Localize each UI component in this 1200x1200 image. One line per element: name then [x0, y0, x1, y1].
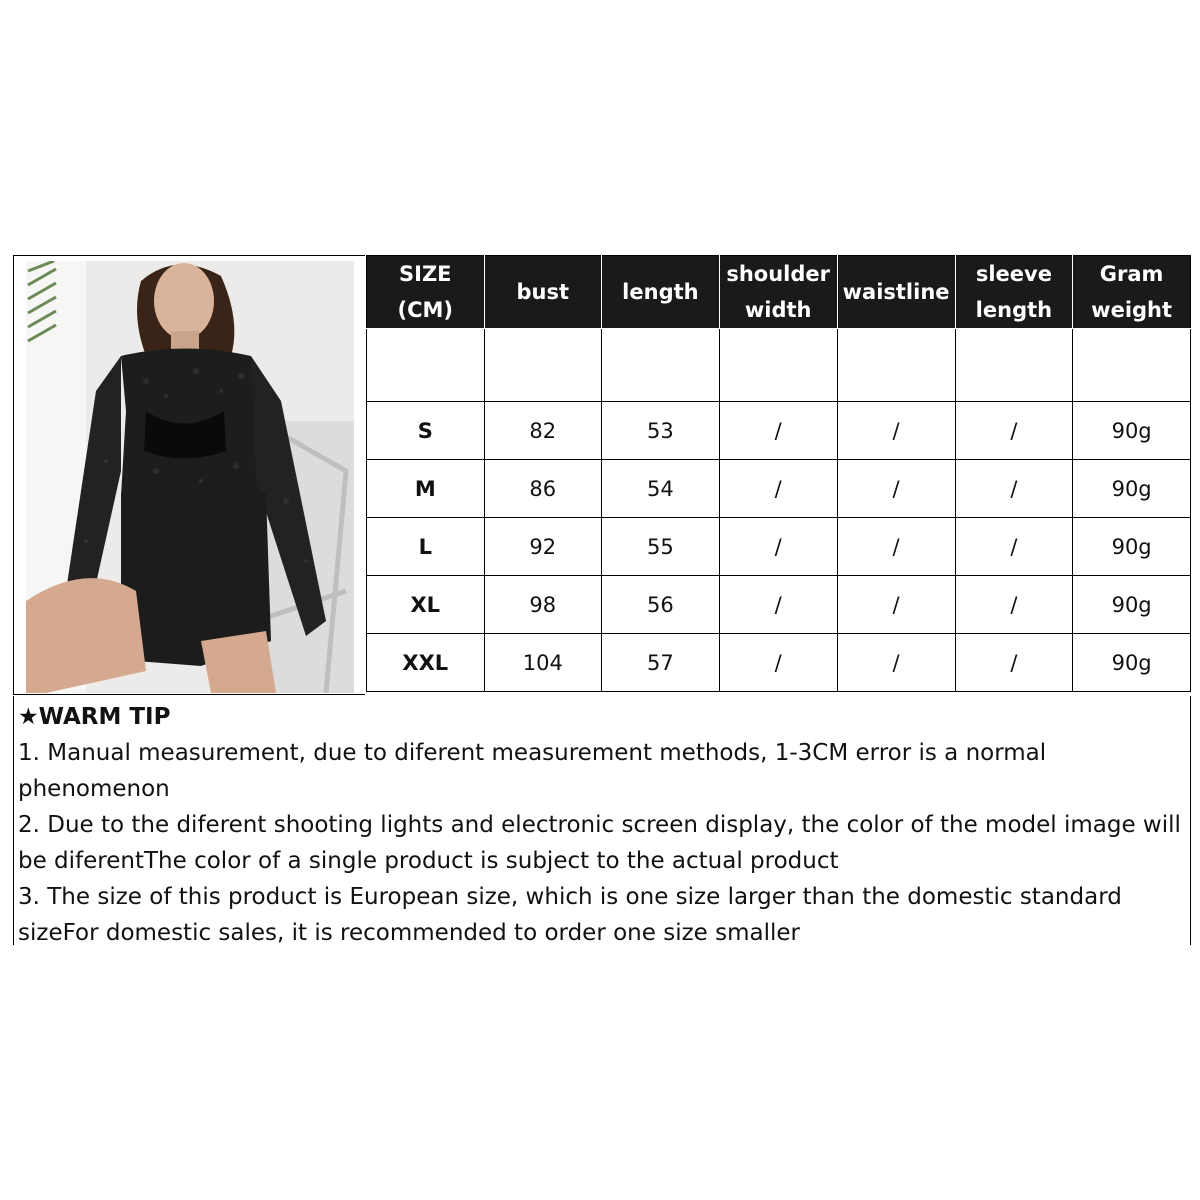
header-row: [367, 256, 1191, 329]
sleeve-cell: /: [955, 634, 1073, 692]
warm-tip-item-2: 2. Due to the diferent shooting lights and electronic screen display, the color of the model image will be diferentThe color of a single product is subject to the actual product: [18, 812, 1181, 874]
warm-tip-item-3: 3. The size of this product is European size, which is one size larger than the domestic standard sizeFor domestic sales, it is recommended to order one size smaller: [18, 884, 1122, 946]
header-size: [367, 256, 485, 329]
weight-cell: 90g: [1073, 402, 1191, 460]
table-cell: [367, 329, 485, 402]
header-length-label: length: [622, 280, 699, 304]
bust-cell: 86: [484, 460, 602, 518]
table-row: [367, 576, 1191, 634]
size-cell: XL: [367, 576, 485, 634]
header-gram-line1: Gram: [1099, 262, 1164, 286]
size-table: [366, 255, 1191, 692]
warm-tip-title: ★WARM TIP: [18, 704, 171, 730]
length-cell: 57: [602, 634, 720, 692]
size-cell: L: [367, 518, 485, 576]
table-cell: [955, 329, 1073, 402]
bust-cell: 92: [484, 518, 602, 576]
header-waistline-label: waistline: [842, 280, 950, 304]
weight-cell: 90g: [1073, 518, 1191, 576]
sleeve-cell: /: [955, 518, 1073, 576]
header-waistline: [837, 256, 955, 329]
shoulder-cell: /: [719, 460, 837, 518]
length-cell: 55: [602, 518, 720, 576]
waistline-cell: /: [837, 460, 955, 518]
photo-cell: [13, 255, 365, 695]
sleeve-cell: /: [955, 460, 1073, 518]
header-shoulder-line2: width: [744, 298, 812, 322]
table-row: [367, 460, 1191, 518]
warm-tip-item-1: 1. Manual measurement, due to diferent measurement methods, 1-3CM error is a normal phenomenon: [18, 740, 1047, 802]
waistline-cell: /: [837, 634, 955, 692]
weight-cell: 90g: [1073, 460, 1191, 518]
header-sleeve-length: [955, 256, 1073, 329]
table-cell: [484, 329, 602, 402]
table-row: [367, 518, 1191, 576]
bust-cell: 98: [484, 576, 602, 634]
header-bust-label: bust: [516, 280, 570, 304]
shoulder-cell: /: [719, 576, 837, 634]
header-gram-line2: weight: [1091, 298, 1173, 322]
header-shoulder-line1: shoulder: [726, 262, 831, 286]
blank-row: [367, 329, 1191, 402]
header-sleeve-line1: sleeve: [975, 262, 1052, 286]
weight-cell: 90g: [1073, 634, 1191, 692]
bust-cell: 82: [484, 402, 602, 460]
bust-cell: 104: [484, 634, 602, 692]
header-size-line2: (CM): [397, 298, 454, 322]
length-cell: 54: [602, 460, 720, 518]
shoulder-cell: /: [719, 402, 837, 460]
waistline-cell: /: [837, 576, 955, 634]
table-cell: [719, 329, 837, 402]
model-photo-icon: [26, 261, 354, 693]
size-cell: S: [367, 402, 485, 460]
warm-tip: [13, 696, 1191, 945]
table-cell: [837, 329, 955, 402]
header-size-line1: SIZE: [399, 262, 452, 286]
waistline-cell: /: [837, 518, 955, 576]
size-cell: M: [367, 460, 485, 518]
header-length: [602, 256, 720, 329]
size-chart: [13, 255, 1191, 945]
model-photo: [26, 261, 354, 693]
waistline-cell: /: [837, 402, 955, 460]
table-row: [367, 634, 1191, 692]
shoulder-cell: /: [719, 518, 837, 576]
header-gram-weight: [1073, 256, 1191, 329]
length-cell: 53: [602, 402, 720, 460]
sleeve-cell: /: [955, 402, 1073, 460]
header-sleeve-line2: length: [975, 298, 1053, 322]
shoulder-cell: /: [719, 634, 837, 692]
length-cell: 56: [602, 576, 720, 634]
header-shoulder-width: [719, 256, 837, 329]
weight-cell: 90g: [1073, 576, 1191, 634]
table-row: [367, 402, 1191, 460]
table-cell: [602, 329, 720, 402]
size-cell: XXL: [367, 634, 485, 692]
table-cell: [1073, 329, 1191, 402]
header-bust: [484, 256, 602, 329]
sleeve-cell: /: [955, 576, 1073, 634]
